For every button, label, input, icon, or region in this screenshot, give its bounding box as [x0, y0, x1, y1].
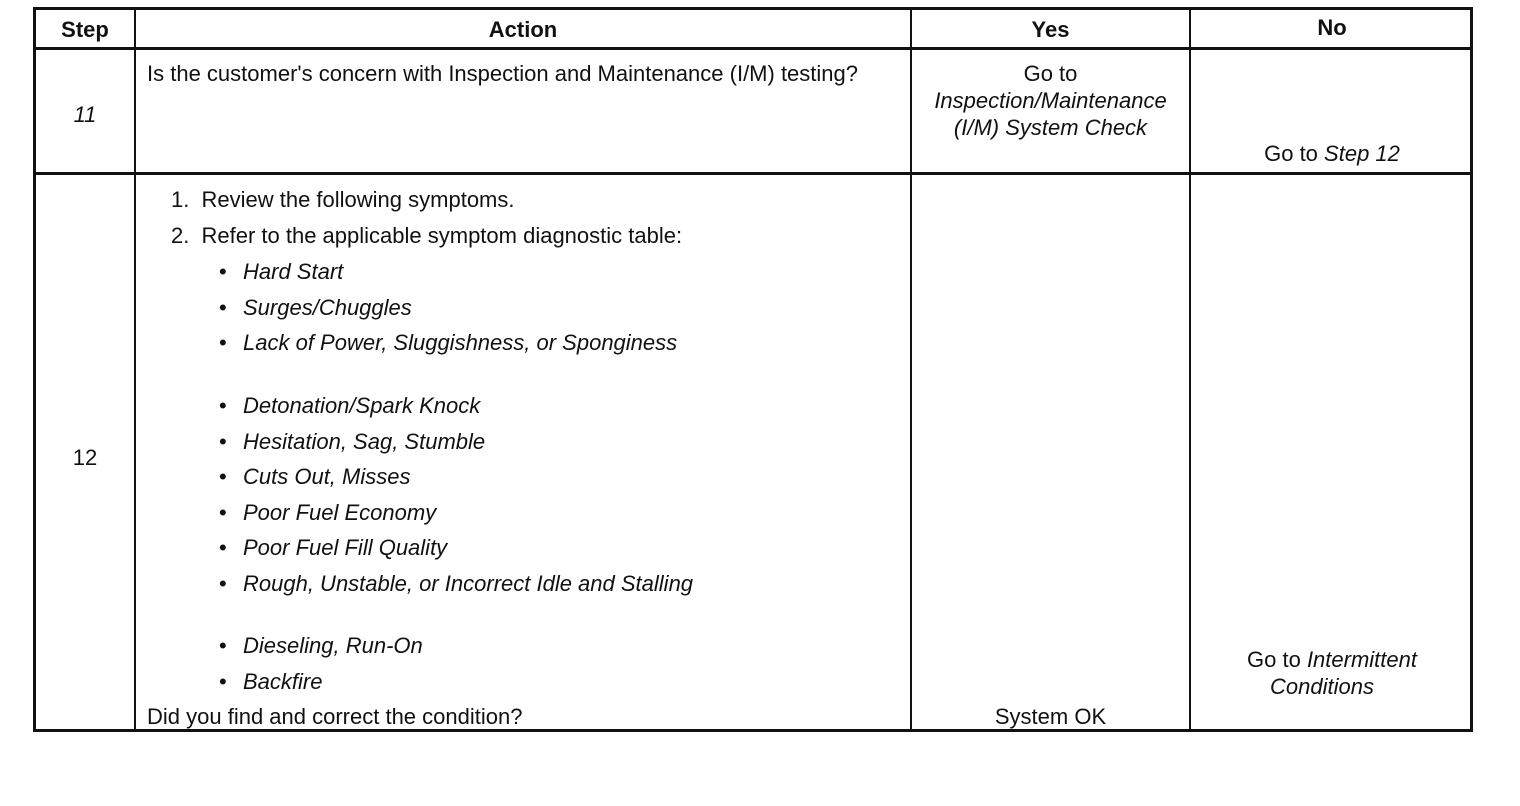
- yes-link-cont[interactable]: (I/M) System Check: [953, 115, 1148, 140]
- yes-prefix: Go to: [1023, 61, 1078, 86]
- yes-cell: System OK: [994, 704, 1107, 729]
- header-action: Action: [488, 17, 558, 42]
- symptom-link[interactable]: Poor Fuel Fill Quality: [243, 535, 448, 560]
- bullet-icon: •: [219, 259, 227, 284]
- column-divider: [134, 10, 136, 729]
- bullet-icon: •: [219, 429, 227, 454]
- symptom-link[interactable]: Cuts Out, Misses: [243, 464, 411, 489]
- question-text: Did you find and correct the condition?: [147, 704, 523, 729]
- bullet-icon: •: [219, 669, 227, 694]
- column-divider: [1189, 10, 1191, 729]
- no-link-cont[interactable]: Conditions: [1270, 674, 1374, 699]
- no-link[interactable]: Intermittent: [1306, 647, 1417, 672]
- symptom-link[interactable]: Detonation/Spark Knock: [243, 393, 481, 418]
- action-text: Is the customer's concern with Inspection and Maintenance (I/M) testing?: [147, 61, 858, 86]
- no-link[interactable]: Step 12: [1324, 141, 1400, 166]
- bullet-icon: •: [219, 535, 227, 560]
- bullet-icon: •: [219, 633, 227, 658]
- bullet-icon: •: [219, 295, 227, 320]
- list-item: [171, 187, 515, 213]
- step-text: Review the following symptoms.: [201, 187, 515, 212]
- list-item: [171, 223, 682, 249]
- symptom-link[interactable]: Poor Fuel Economy: [243, 500, 437, 525]
- step-num: 2.: [171, 223, 190, 248]
- step-number: 12: [72, 445, 98, 470]
- symptom-link[interactable]: Backfire: [243, 669, 323, 694]
- bullet-icon: •: [219, 500, 227, 525]
- no-prefix: Go to: [1264, 141, 1318, 166]
- symptom-link[interactable]: Lack of Power, Sluggishness, or Sponginess: [243, 330, 678, 355]
- bullet-icon: •: [219, 330, 227, 355]
- symptom-link[interactable]: Hesitation, Sag, Stumble: [243, 429, 486, 454]
- bullet-icon: •: [219, 571, 227, 596]
- yes-link[interactable]: Inspection/Maintenance: [934, 88, 1167, 113]
- header-no: No: [1317, 15, 1347, 40]
- header-step: Step: [61, 17, 109, 42]
- step-text: Refer to the applicable symptom diagnostic table:: [201, 223, 683, 248]
- bullet-icon: •: [219, 393, 227, 418]
- step-num: 1.: [171, 187, 190, 212]
- header-yes: Yes: [1031, 17, 1070, 42]
- no-prefix: Go to: [1247, 647, 1301, 672]
- symptom-link[interactable]: Surges/Chuggles: [243, 295, 412, 320]
- row-divider: [36, 172, 1470, 175]
- symptom-link[interactable]: Rough, Unstable, or Incorrect Idle and Stalling: [243, 571, 694, 596]
- bullet-icon: •: [219, 464, 227, 489]
- symptom-link[interactable]: Dieseling, Run-On: [243, 633, 423, 658]
- no-cell: [1191, 140, 1473, 167]
- symptom-link[interactable]: Hard Start: [243, 259, 344, 284]
- step-number: 11: [73, 102, 97, 127]
- diagnostic-table: [33, 7, 1473, 732]
- no-cell: [1191, 646, 1473, 700]
- yes-cell: [912, 60, 1189, 141]
